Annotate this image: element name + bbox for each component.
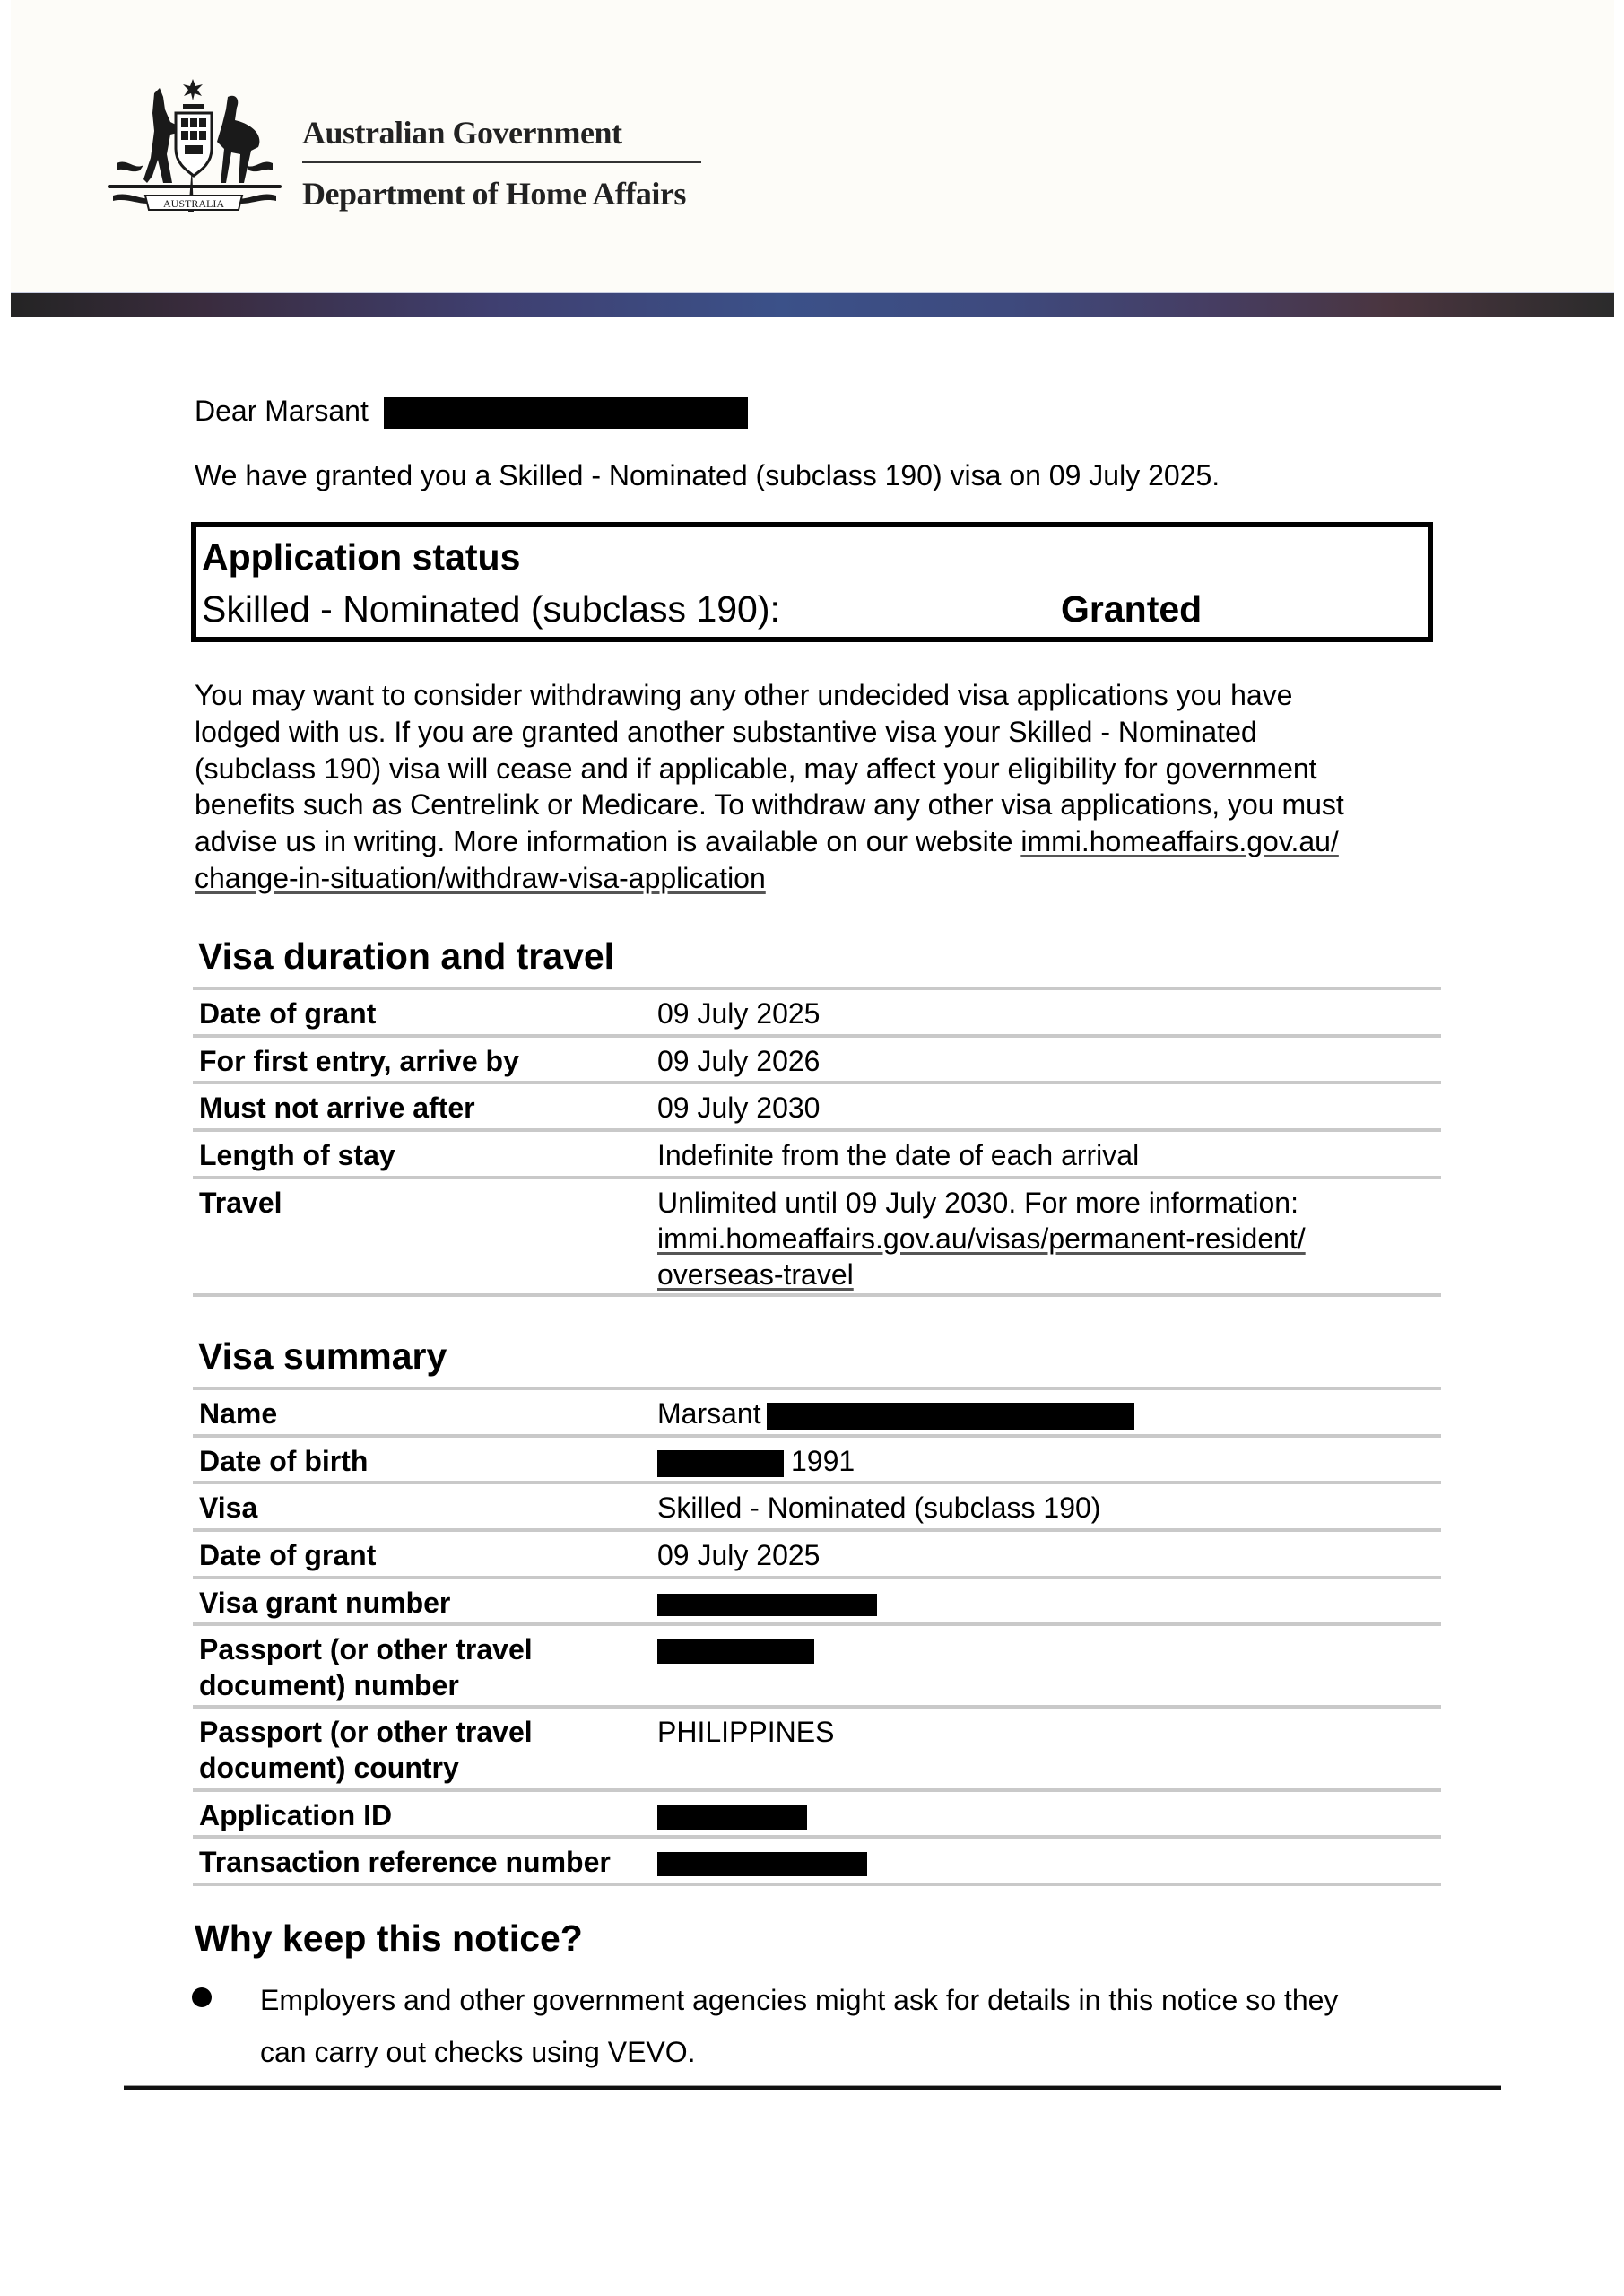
table-row [193, 1434, 1441, 1481]
table-row [193, 1788, 1441, 1835]
greeting-text: Dear Marsant [195, 395, 369, 427]
why-keep-title: Why keep this notice? [195, 1918, 583, 1959]
name-value: Marsant [657, 1397, 761, 1430]
row-value: 09 July 2025 [657, 997, 821, 1030]
redacted-surname [384, 397, 748, 429]
logo-divider [302, 161, 701, 163]
org-name: Australian Government [302, 115, 622, 151]
table-row [193, 1176, 1441, 1297]
row-value [657, 1396, 1429, 1431]
row-label: Travel [199, 1187, 282, 1219]
paragraph-line: You may want to consider withdrawing any other undecided visa applications you have [195, 679, 1293, 711]
row-value [657, 1844, 1429, 1880]
redacted-grant-number [657, 1594, 877, 1616]
travel-text: Unlimited until 09 July 2030. For more information: [657, 1187, 1298, 1219]
visa-summary-title: Visa summary [198, 1335, 447, 1377]
overseas-travel-link[interactable]: immi.homeaffairs.gov.au/visas/permanent-resident/ [657, 1222, 1306, 1255]
visa-duration-table [193, 987, 1441, 1297]
row-value [657, 1443, 1429, 1479]
bullet-line: can carry out checks using VEVO. [260, 2036, 696, 2068]
withdraw-visa-link-cont[interactable]: change-in-situation/withdraw-visa-application [195, 861, 766, 894]
row-value: Skilled - Nominated (subclass 190) [657, 1492, 1101, 1524]
row-label: Date of grant [199, 1539, 377, 1571]
grant-intro: We have granted you a Skilled - Nominated (subclass 190) visa on 09 July 2025. [195, 459, 1220, 491]
row-label [199, 1631, 647, 1703]
greeting [195, 393, 748, 429]
bullet-icon [192, 1987, 212, 2007]
row-value [657, 1185, 1429, 1292]
row-label: Length of stay [199, 1139, 395, 1171]
paragraph-line [195, 823, 1450, 860]
row-label [199, 1714, 647, 1786]
visa-duration-title: Visa duration and travel [198, 935, 615, 977]
status-badge: Granted [1061, 588, 1203, 630]
table-row [193, 1081, 1441, 1128]
table-row [193, 1128, 1441, 1176]
label-line: Passport (or other travel [199, 1633, 533, 1665]
header-band [11, 292, 1614, 317]
coat-of-arms-icon [100, 77, 289, 217]
row-label: Transaction reference number [199, 1846, 611, 1878]
withdraw-advice-paragraph [195, 677, 1450, 897]
row-label: Visa [199, 1492, 258, 1524]
department-name: Department of Home Affairs [302, 176, 686, 212]
table-row [193, 1622, 1441, 1705]
label-line: document) country [199, 1752, 459, 1784]
row-label: Date of grant [199, 997, 377, 1030]
footer-divider [124, 2085, 1501, 2090]
paragraph-line: lodged with us. If you are granted another substantive visa your Skilled - Nominated [195, 715, 1257, 748]
row-value [657, 1585, 1429, 1621]
paragraph-text: advise us in writing. More information is available on our website [195, 825, 1021, 858]
visa-summary-table [193, 1387, 1441, 1886]
row-label: Visa grant number [199, 1587, 451, 1619]
dob-year: 1991 [791, 1445, 855, 1477]
row-value: 09 July 2026 [657, 1045, 821, 1077]
row-label: Application ID [199, 1799, 393, 1831]
paragraph-line: benefits such as Centrelink or Medicare. To withdraw any other visa applications, you must [195, 788, 1344, 822]
crest-label: AUSTRALIA [163, 197, 224, 210]
row-value: Indefinite from the date of each arrival [657, 1139, 1140, 1171]
redacted-dob [657, 1450, 784, 1477]
table-row [193, 1576, 1441, 1622]
table-row [193, 1528, 1441, 1576]
redacted-name [767, 1403, 1134, 1430]
application-status-box [191, 522, 1433, 642]
row-value: 09 July 2025 [657, 1539, 821, 1571]
status-visa-label: Skilled - Nominated (subclass 190): [202, 588, 780, 630]
withdraw-visa-link[interactable]: immi.homeaffairs.gov.au/ [1020, 825, 1339, 858]
department-logo [302, 115, 701, 212]
label-line: document) number [199, 1669, 459, 1701]
row-value: PHILIPPINES [657, 1716, 835, 1748]
table-row [193, 1835, 1441, 1886]
row-value: 09 July 2030 [657, 1091, 821, 1124]
table-row [193, 1034, 1441, 1081]
table-row [193, 1481, 1441, 1528]
overseas-travel-link-cont[interactable]: overseas-travel [657, 1258, 854, 1291]
list-item [260, 1982, 1471, 2070]
row-label: For first entry, arrive by [199, 1045, 519, 1077]
row-value [657, 1631, 1429, 1667]
row-value [657, 1797, 1429, 1833]
row-label: Name [199, 1397, 278, 1430]
paragraph-line [195, 860, 1450, 897]
redacted-application-id [657, 1805, 807, 1830]
row-label: Must not arrive after [199, 1091, 475, 1124]
table-row [193, 987, 1441, 1034]
label-line: Passport (or other travel [199, 1716, 533, 1748]
table-row [193, 1705, 1441, 1788]
bullet-line: Employers and other government agencies might ask for details in this notice so they [260, 1984, 1339, 2016]
redacted-transaction-ref [657, 1852, 867, 1876]
row-label: Date of birth [199, 1445, 369, 1477]
status-title: Application status [202, 536, 521, 578]
paragraph-line: (subclass 190) visa will cease and if applicable, may affect your eligibility for government [195, 752, 1317, 785]
redacted-passport-number [657, 1639, 814, 1664]
table-row [193, 1387, 1441, 1434]
